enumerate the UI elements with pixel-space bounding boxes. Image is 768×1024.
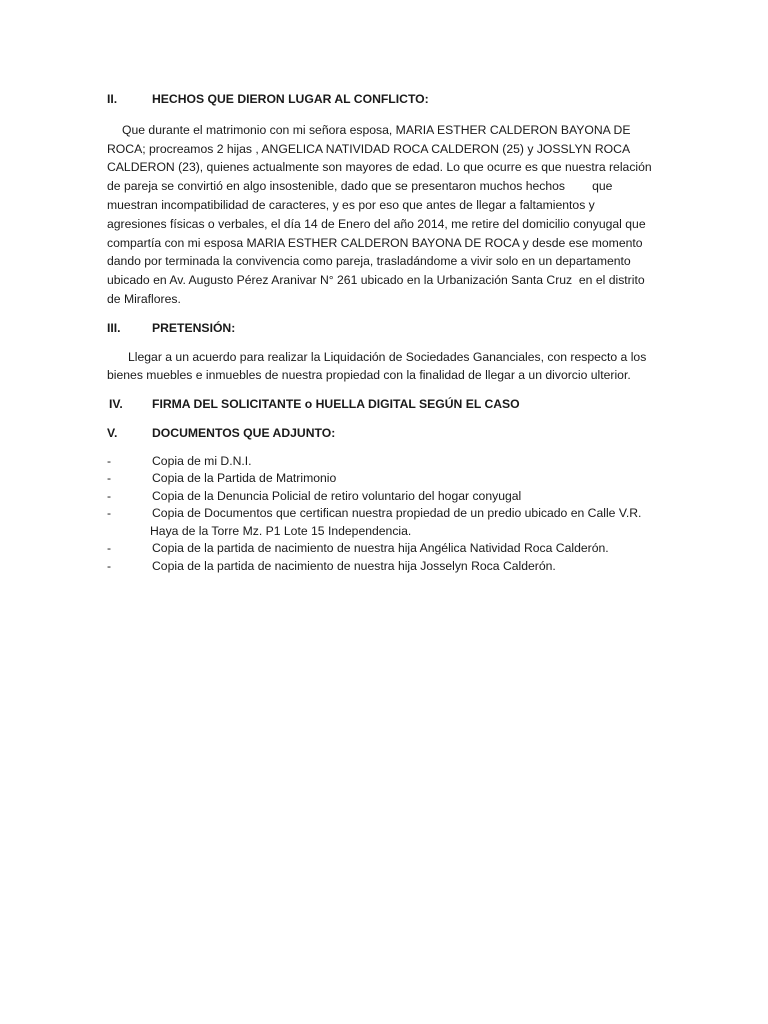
section-number: V.	[107, 425, 118, 440]
list-item	[107, 558, 663, 576]
list-item-text: Copia de la Partida de Matrimonio	[152, 471, 337, 486]
paragraph-line: de pareja se convirtió en algo insostenible, dado que se presentaron muchos hechos que	[107, 179, 613, 194]
list-item	[107, 470, 663, 488]
section-number: II.	[107, 92, 118, 106]
list-item-text: Copia de mi D.N.I.	[152, 453, 252, 468]
list-item	[107, 453, 663, 471]
list-bullet: -	[107, 453, 112, 468]
paragraph-line: agresiones físicas o verbales, el día 14 de Enero del año 2014, me retire del domicilio conyugal que	[107, 216, 646, 231]
list-item	[107, 505, 663, 540]
section-number: IV.	[109, 397, 123, 412]
paragraph-line: bienes muebles e inmuebles de nuestra propiedad con la finalidad de llegar a un divorcio ulterior.	[107, 368, 631, 383]
paragraph-line: Que durante el matrimonio con mi señora esposa, MARIA ESTHER CALDERON BAYONA DE	[122, 122, 631, 137]
paragraph-pretension	[107, 348, 663, 386]
list-item-line: Copia de Documentos que certifican nuestra propiedad de un predio ubicado en Calle V.R.	[152, 506, 642, 521]
list-bullet: -	[107, 558, 112, 573]
paragraph-line: compartía con mi esposa MARIA ESTHER CALDERON BAYONA DE ROCA y desde ese momento	[107, 235, 643, 250]
section-heading-hechos	[107, 90, 663, 109]
section-number: III.	[107, 320, 121, 335]
documents-list	[107, 453, 663, 576]
paragraph-line: Llegar a un acuerdo para realizar la Liquidación de Sociedades Gananciales, con respecto a los	[128, 349, 647, 364]
list-item	[107, 540, 663, 558]
section-title: DOCUMENTOS QUE ADJUNTO:	[152, 425, 336, 440]
section-heading-pretension	[107, 319, 663, 338]
section-heading-documentos	[107, 424, 663, 443]
document-content	[107, 90, 663, 575]
list-item-text: Copia de la partida de nacimiento de nuestra hija Angélica Natividad Roca Calderón.	[152, 541, 609, 556]
list-item-text: Copia de la partida de nacimiento de nuestra hija Josselyn Roca Calderón.	[152, 558, 556, 573]
paragraph-line: CALDERON (23), quienes actualmente son mayores de edad. Lo que ocurre es que nuestra relación	[107, 160, 652, 175]
section-title: HECHOS QUE DIERON LUGAR AL CONFLICTO:	[152, 92, 429, 106]
list-bullet: -	[107, 471, 112, 486]
list-bullet: -	[107, 506, 112, 521]
paragraph-hechos	[107, 121, 663, 309]
list-item-text: Copia de la Denuncia Policial de retiro voluntario del hogar conyugal	[152, 488, 522, 503]
list-bullet: -	[107, 488, 112, 503]
paragraph-line: de Miraflores.	[107, 291, 181, 306]
list-item	[107, 488, 663, 506]
paragraph-line: ROCA; procreamos 2 hijas , ANGELICA NATIVIDAD ROCA CALDERON (25) y JOSSLYN ROCA	[107, 141, 631, 156]
section-title: FIRMA DEL SOLICITANTE o HUELLA DIGITAL SEGÚN EL CASO	[152, 397, 520, 412]
list-item-text	[152, 505, 663, 540]
list-bullet: -	[107, 541, 112, 556]
section-title: PRETENSIÓN:	[152, 320, 236, 335]
list-item-line: Haya de la Torre Mz. P1 Lote 15 Independencia.	[150, 523, 412, 538]
section-heading-firma	[107, 395, 663, 414]
paragraph-line: dando por terminada la convivencia como pareja, trasladándome a vivir solo en un departamento	[107, 254, 631, 269]
paragraph-line: muestran incompatibilidad de caracteres, y es por eso que antes de llegar a faltamientos y	[107, 197, 595, 212]
paragraph-line: ubicado en Av. Augusto Pérez Aranivar N° 261 ubicado en la Urbanización Santa Cruz en el distrito	[107, 273, 645, 288]
